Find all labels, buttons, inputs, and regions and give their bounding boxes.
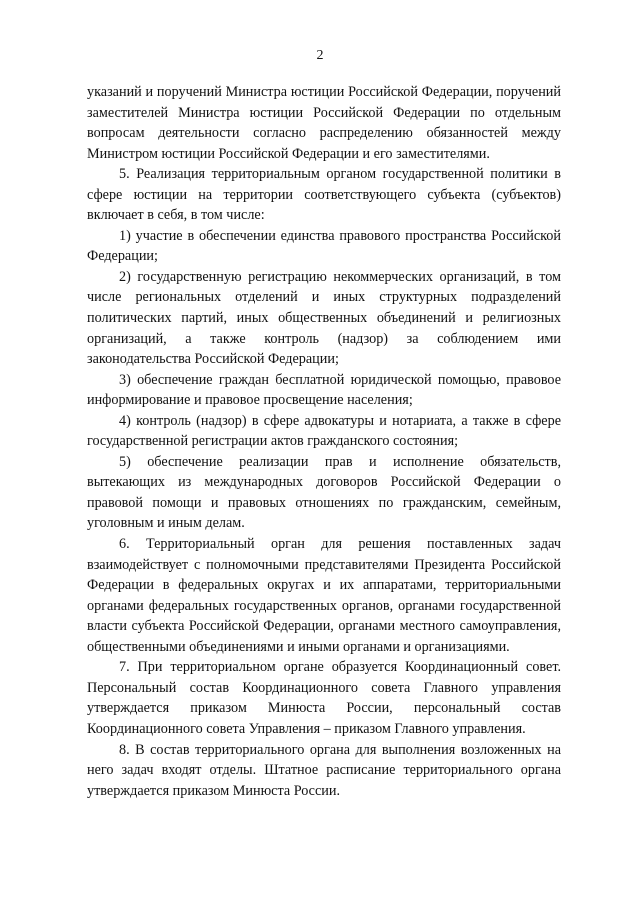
document-body [87,82,561,801]
paragraph-item-7: 7. При территориальном органе образуется Координационный совет. Персональный состав Координационного совета Главного управления утверждается приказом Минюста России, персональный состав Координационного совета Управления – приказом Главного управления. [87,659,561,737]
paragraph-subitem-5: 5) обеспечение реализации прав и исполнение обязательств, вытекающих из международных договоров Российской Федерации о правовой помощи и правовых отношениях по гражданским, семейным, уголовным и иным делам. [87,453,561,532]
page-number: 2 [316,48,324,63]
paragraph-item-8: 8. В состав территориального органа для выполнения возложенных на него задач входят отделы. Штатное расписание территориального органа утверждается приказом Минюста России. [87,741,561,799]
paragraph-continuation: указаний и поручений Министра юстиции Российской Федерации, поручений заместителей Министра юстиции Российской Федерации по отдельным вопросам деятельности согласно распределению обязанностей между Министром юстиции Российской Федерации и его заместителями. [87,84,561,162]
paragraph-subitem-3: 3) обеспечение граждан бесплатной юридической помощью, правовое информирование и правовое просвещение населения; [87,371,561,409]
paragraph-subitem-4: 4) контроль (надзор) в сфере адвокатуры и нотариата, а также в сфере государственной регистрации актов гражданского состояния; [87,412,561,450]
paragraph-item-5: 5. Реализация территориальным органом государственной политики в сфере юстиции на территории соответствующего субъекта (субъектов) включает в себя, в том числе: [87,166,561,224]
paragraph-subitem-2: 2) государственную регистрацию некоммерческих организаций, в том числе региональных отделений и иных структурных подразделений политических партий, иных общественных объединений и религиозных организаций, а также контроль (надзор) за соблюдением ими законодательства Российской Федерации; [87,268,561,368]
paragraph-item-6: 6. Территориальный орган для решения поставленных задач взаимодействует с полномочными представителями Президента Российской Федерации в федеральных округах и их аппаратами, территориальными органами федеральных государственных органов, органами государственной власти субъекта Российской Федерации, органами местного самоуправления, общественными объединениями и иными органами и организациями. [87,536,561,655]
paragraph-subitem-1: 1) участие в обеспечении единства правового пространства Российской Федерации; [87,227,561,265]
